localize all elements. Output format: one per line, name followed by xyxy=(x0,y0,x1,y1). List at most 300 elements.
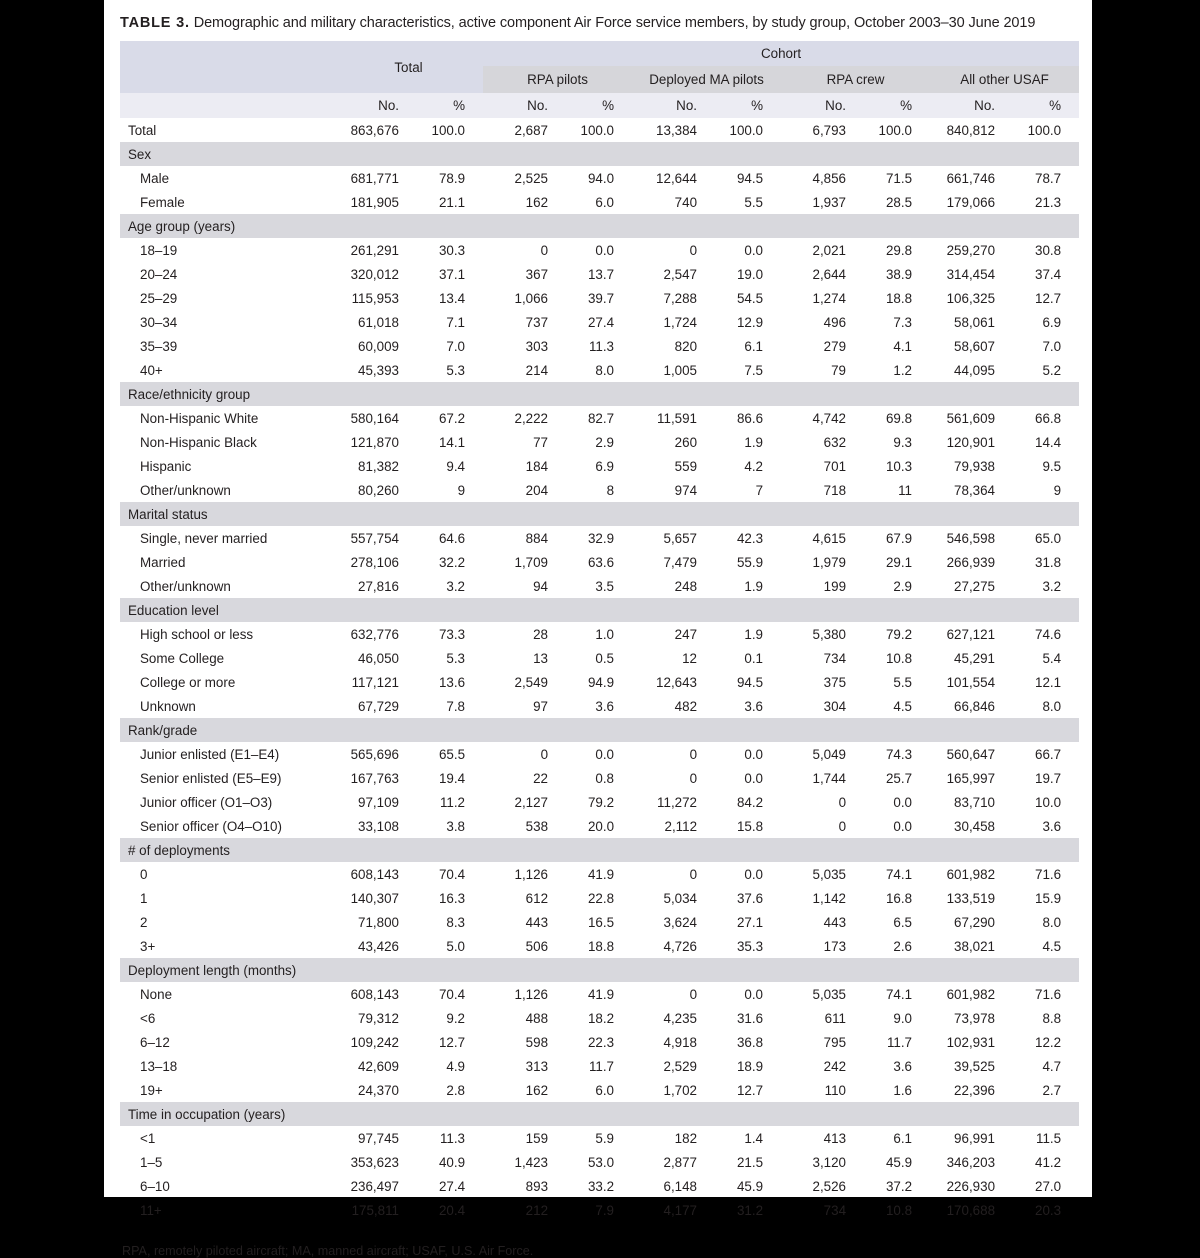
header-cohort-row xyxy=(120,66,1079,93)
header-cohort-blank xyxy=(120,66,334,93)
cell-total-pct: 3.8 xyxy=(446,818,466,834)
cell-total-no: 236,497 xyxy=(350,1178,399,1194)
cell-rpa-pilots-pct: 33.2 xyxy=(587,1178,615,1194)
cell-rpa-crew-no: 734 xyxy=(823,650,847,666)
cell-deployed-ma-pilots-pct: 5.5 xyxy=(744,194,764,210)
cell-all-other-usaf-pct: 5.2 xyxy=(1042,362,1062,378)
cell-rpa-crew-pct: 11.7 xyxy=(886,1034,913,1050)
row-label: 18–19 xyxy=(140,242,178,258)
cell-all-other-usaf-pct: 74.6 xyxy=(1035,626,1062,642)
cell-rpa-pilots-pct: 18.2 xyxy=(587,1010,615,1026)
cell-rpa-crew-pct: 71.5 xyxy=(885,170,913,186)
header-all-other-usaf-pct: % xyxy=(1013,93,1079,118)
cell-total-pct: 5.3 xyxy=(446,650,466,666)
cell-all-other-usaf-pct: 4.5 xyxy=(1042,938,1062,954)
cell-rpa-crew-no: 110 xyxy=(824,1082,847,1098)
cell-all-other-usaf-pct: 27.0 xyxy=(1035,1178,1062,1194)
row-label: Total xyxy=(128,122,157,138)
cell-rpa-pilots-pct: 5.9 xyxy=(595,1130,615,1146)
header-cohort-all-other-usaf: All other USAF xyxy=(930,66,1079,93)
cell-deployed-ma-pilots-no: 5,657 xyxy=(663,530,698,546)
cell-total-pct: 37.1 xyxy=(438,266,466,282)
table-row xyxy=(120,1174,1079,1198)
cell-deployed-ma-pilots-no: 2,112 xyxy=(664,818,698,834)
cell-total-pct: 7.1 xyxy=(446,314,466,330)
cell-deployed-ma-pilots-no: 2,877 xyxy=(663,1154,698,1170)
cell-rpa-crew-no: 5,035 xyxy=(812,986,847,1002)
cell-total-pct: 12.7 xyxy=(438,1034,466,1050)
cell-deployed-ma-pilots-pct: 37.6 xyxy=(736,890,764,906)
table-row xyxy=(120,1126,1079,1150)
section-label: Rank/grade xyxy=(120,718,334,742)
table-row xyxy=(120,1198,1079,1222)
cell-all-other-usaf-pct: 8.0 xyxy=(1042,698,1062,714)
table-row xyxy=(120,814,1079,838)
cell-deployed-ma-pilots-pct: 12.7 xyxy=(736,1082,764,1098)
row-label: 35–39 xyxy=(140,338,178,354)
row-label: 25–29 xyxy=(140,290,178,306)
cell-rpa-crew-pct: 28.5 xyxy=(885,194,913,210)
cell-all-other-usaf-no: 170,688 xyxy=(946,1202,996,1218)
cell-deployed-ma-pilots-pct: 35.3 xyxy=(736,938,764,954)
cell-rpa-crew-no: 279 xyxy=(823,338,847,354)
cell-rpa-pilots-pct: 22.3 xyxy=(587,1034,615,1050)
cell-all-other-usaf-no: 259,270 xyxy=(946,242,996,258)
cell-rpa-pilots-no: 737 xyxy=(525,314,549,330)
cell-total-pct: 2.8 xyxy=(446,1082,466,1098)
cell-all-other-usaf-no: 627,121 xyxy=(946,626,996,642)
cell-all-other-usaf-no: 601,982 xyxy=(946,986,996,1002)
cell-all-other-usaf-pct: 3.2 xyxy=(1042,578,1062,594)
header-rpa-pilots-pct: % xyxy=(566,93,632,118)
table-row xyxy=(120,526,1079,550)
cell-deployed-ma-pilots-pct: 86.6 xyxy=(736,410,764,426)
header-cohort-deployed-ma-pilots: Deployed MA pilots xyxy=(632,66,781,93)
cell-rpa-pilots-no: 2,549 xyxy=(514,674,549,690)
cell-rpa-crew-no: 5,049 xyxy=(812,746,847,762)
row-label: 3+ xyxy=(140,938,156,954)
cell-rpa-crew-pct: 18.8 xyxy=(885,290,913,306)
cell-rpa-pilots-no: 184 xyxy=(525,458,549,474)
cell-all-other-usaf-no: 165,997 xyxy=(946,770,996,786)
cell-rpa-crew-no: 2,644 xyxy=(812,266,847,282)
cell-deployed-ma-pilots-no: 4,726 xyxy=(663,938,698,954)
cell-total-no: 181,905 xyxy=(350,194,399,210)
table-caption xyxy=(120,14,1076,33)
cell-all-other-usaf-pct: 4.7 xyxy=(1042,1058,1062,1074)
cell-all-other-usaf-pct: 71.6 xyxy=(1035,986,1062,1002)
cell-rpa-pilots-no: 2,687 xyxy=(514,122,549,138)
row-label: Some College xyxy=(140,650,225,666)
cell-all-other-usaf-pct: 9.5 xyxy=(1042,458,1062,474)
cell-total-no: 46,050 xyxy=(358,650,399,666)
cell-rpa-pilots-pct: 53.0 xyxy=(587,1154,615,1170)
cell-rpa-crew-pct: 3.6 xyxy=(893,1058,913,1074)
table-section-row xyxy=(120,382,1079,406)
cell-deployed-ma-pilots-no: 6,148 xyxy=(663,1178,698,1194)
cell-all-other-usaf-no: 96,991 xyxy=(954,1130,996,1146)
cell-deployed-ma-pilots-pct: 0.0 xyxy=(744,770,764,786)
cell-rpa-crew-no: 304 xyxy=(823,698,847,714)
cell-deployed-ma-pilots-pct: 15.8 xyxy=(736,818,764,834)
cell-deployed-ma-pilots-no: 4,235 xyxy=(663,1010,698,1026)
cell-all-other-usaf-no: 58,061 xyxy=(954,314,996,330)
cell-deployed-ma-pilots-no: 12 xyxy=(682,650,698,666)
cell-rpa-pilots-no: 22 xyxy=(533,770,549,786)
cell-all-other-usaf-pct: 3.6 xyxy=(1042,818,1062,834)
section-band-filler xyxy=(334,958,1079,982)
table-section-row xyxy=(120,214,1079,238)
cell-rpa-crew-pct: 4.1 xyxy=(893,338,913,354)
cell-rpa-pilots-no: 488 xyxy=(525,1010,549,1026)
cell-deployed-ma-pilots-no: 7,288 xyxy=(663,290,698,306)
cell-rpa-crew-pct: 16.8 xyxy=(885,890,913,906)
cell-total-no: 167,763 xyxy=(350,770,399,786)
cell-deployed-ma-pilots-no: 482 xyxy=(674,698,698,714)
cell-rpa-crew-pct: 29.8 xyxy=(885,242,913,258)
cell-total-pct: 73.3 xyxy=(438,626,466,642)
section-band-filler xyxy=(334,838,1079,862)
cell-rpa-crew-pct: 2.6 xyxy=(893,938,913,954)
cell-deployed-ma-pilots-pct: 1.9 xyxy=(744,434,764,450)
cell-deployed-ma-pilots-pct: 12.9 xyxy=(736,314,764,330)
header-group-row xyxy=(120,41,1079,66)
cell-deployed-ma-pilots-no: 740 xyxy=(674,194,698,210)
cell-rpa-pilots-no: 598 xyxy=(525,1034,549,1050)
cell-total-pct: 16.3 xyxy=(438,890,466,906)
cell-all-other-usaf-no: 73,978 xyxy=(954,1010,996,1026)
row-label: Unknown xyxy=(140,698,196,714)
cell-all-other-usaf-no: 546,598 xyxy=(946,530,996,546)
table-row xyxy=(120,646,1079,670)
cell-rpa-crew-no: 632 xyxy=(823,434,847,450)
cell-total-pct: 40.9 xyxy=(438,1154,466,1170)
cell-deployed-ma-pilots-no: 7,479 xyxy=(663,554,698,570)
cell-all-other-usaf-no: 83,710 xyxy=(954,794,996,810)
cell-rpa-pilots-pct: 8.0 xyxy=(595,362,615,378)
row-label: <6 xyxy=(140,1010,156,1026)
table-row xyxy=(120,574,1079,598)
header-corner-blank xyxy=(120,41,334,66)
table-row xyxy=(120,238,1079,262)
cell-all-other-usaf-no: 601,982 xyxy=(946,866,996,882)
cell-all-other-usaf-pct: 31.8 xyxy=(1035,554,1062,570)
cell-rpa-crew-no: 79 xyxy=(831,362,847,378)
cell-rpa-crew-pct: 6.5 xyxy=(893,914,913,930)
cell-rpa-crew-no: 4,615 xyxy=(812,530,847,546)
cell-deployed-ma-pilots-no: 2,529 xyxy=(663,1058,698,1074)
cell-deployed-ma-pilots-no: 11,272 xyxy=(657,794,698,810)
cell-deployed-ma-pilots-pct: 94.5 xyxy=(736,170,764,186)
cell-rpa-pilots-pct: 11.3 xyxy=(588,338,615,354)
table-row xyxy=(120,694,1079,718)
row-label: College or more xyxy=(140,674,236,690)
row-label: Other/unknown xyxy=(140,482,231,498)
cell-deployed-ma-pilots-pct: 0.0 xyxy=(744,866,764,882)
section-band-filler xyxy=(334,718,1079,742)
cell-rpa-pilots-pct: 6.9 xyxy=(595,458,615,474)
cell-rpa-pilots-pct: 39.7 xyxy=(587,290,615,306)
section-band-filler xyxy=(334,214,1079,238)
cell-all-other-usaf-pct: 66.8 xyxy=(1035,410,1062,426)
cell-total-no: 353,623 xyxy=(350,1154,399,1170)
row-label: Hispanic xyxy=(140,458,192,474)
header-total-no: No. xyxy=(334,93,417,118)
cell-rpa-pilots-pct: 94.0 xyxy=(587,170,615,186)
header-deployed-ma-pilots-no: No. xyxy=(632,93,715,118)
cell-rpa-crew-pct: 0.0 xyxy=(893,818,913,834)
cell-rpa-crew-no: 496 xyxy=(823,314,847,330)
table-number-label: TABLE 3. xyxy=(120,15,190,31)
cell-total-pct: 4.9 xyxy=(446,1058,466,1074)
cell-all-other-usaf-no: 67,290 xyxy=(954,914,996,930)
cell-total-pct: 3.2 xyxy=(446,578,466,594)
cell-total-pct: 65.5 xyxy=(438,746,466,762)
cell-deployed-ma-pilots-pct: 21.5 xyxy=(736,1154,764,1170)
cell-rpa-crew-pct: 37.2 xyxy=(885,1178,913,1194)
cell-rpa-pilots-no: 1,126 xyxy=(514,866,549,882)
cell-deployed-ma-pilots-pct: 84.2 xyxy=(736,794,764,810)
cell-all-other-usaf-no: 39,525 xyxy=(954,1058,996,1074)
table-row xyxy=(120,430,1079,454)
cell-rpa-pilots-no: 13 xyxy=(533,650,549,666)
cell-deployed-ma-pilots-pct: 54.5 xyxy=(736,290,764,306)
cell-all-other-usaf-pct: 12.2 xyxy=(1035,1034,1062,1050)
cell-rpa-crew-pct: 29.1 xyxy=(885,554,913,570)
cell-all-other-usaf-no: 226,930 xyxy=(946,1178,996,1194)
table-row xyxy=(120,886,1079,910)
cell-all-other-usaf-no: 133,519 xyxy=(946,890,996,906)
cell-rpa-crew-pct: 0.0 xyxy=(893,794,913,810)
cell-all-other-usaf-pct: 71.6 xyxy=(1035,866,1062,882)
section-label: Age group (years) xyxy=(120,214,334,238)
cell-deployed-ma-pilots-pct: 0.0 xyxy=(744,242,764,258)
row-label: Female xyxy=(140,194,185,210)
cell-deployed-ma-pilots-pct: 7 xyxy=(755,482,764,498)
table-row xyxy=(120,1030,1079,1054)
cell-deployed-ma-pilots-no: 820 xyxy=(674,338,698,354)
cell-deployed-ma-pilots-pct: 1.9 xyxy=(744,578,764,594)
section-label: Race/ethnicity group xyxy=(120,382,334,406)
cell-all-other-usaf-pct: 65.0 xyxy=(1035,530,1062,546)
row-label: <1 xyxy=(140,1130,156,1146)
cell-deployed-ma-pilots-no: 0 xyxy=(689,986,698,1002)
cell-rpa-pilots-no: 612 xyxy=(525,890,549,906)
cell-total-no: 81,382 xyxy=(358,458,399,474)
table-section-row xyxy=(120,958,1079,982)
cell-deployed-ma-pilots-pct: 18.9 xyxy=(736,1058,764,1074)
cell-rpa-pilots-pct: 63.6 xyxy=(587,554,615,570)
cell-all-other-usaf-no: 22,396 xyxy=(954,1082,996,1098)
cell-rpa-crew-no: 1,979 xyxy=(812,554,847,570)
table-header xyxy=(120,41,1079,118)
cell-rpa-crew-pct: 11 xyxy=(898,482,913,498)
cell-total-pct: 78.9 xyxy=(438,170,466,186)
cell-all-other-usaf-pct: 20.3 xyxy=(1035,1202,1062,1218)
table-row xyxy=(120,1054,1079,1078)
cell-total-pct: 21.1 xyxy=(438,194,466,210)
row-label: 40+ xyxy=(140,362,163,378)
cell-rpa-pilots-pct: 1.0 xyxy=(595,626,615,642)
table-row xyxy=(120,550,1079,574)
section-label: # of deployments xyxy=(120,838,334,862)
cell-rpa-crew-no: 734 xyxy=(823,1202,847,1218)
header-rpa-crew-no: No. xyxy=(781,93,864,118)
row-label: 2 xyxy=(140,914,148,930)
section-band-filler xyxy=(334,598,1079,622)
header-cohort-group: Cohort xyxy=(483,41,1079,66)
row-label: 19+ xyxy=(140,1082,163,1098)
cell-all-other-usaf-no: 266,939 xyxy=(946,554,996,570)
cell-all-other-usaf-pct: 21.3 xyxy=(1035,194,1062,210)
cell-all-other-usaf-pct: 30.8 xyxy=(1035,242,1062,258)
table-row xyxy=(120,934,1079,958)
cell-deployed-ma-pilots-pct: 45.9 xyxy=(736,1178,764,1194)
cell-rpa-crew-pct: 69.8 xyxy=(885,410,913,426)
cell-total-no: 278,106 xyxy=(350,554,399,570)
cell-all-other-usaf-no: 106,325 xyxy=(946,290,996,306)
cell-rpa-pilots-no: 94 xyxy=(533,578,549,594)
table-row xyxy=(120,406,1079,430)
cell-deployed-ma-pilots-no: 247 xyxy=(674,626,698,642)
row-label: 6–10 xyxy=(140,1178,170,1194)
cell-deployed-ma-pilots-no: 1,702 xyxy=(663,1082,698,1098)
cell-total-no: 557,754 xyxy=(350,530,399,546)
cell-all-other-usaf-no: 120,901 xyxy=(946,434,996,450)
row-label: Other/unknown xyxy=(140,578,231,594)
row-label: 30–34 xyxy=(140,314,178,330)
cell-total-pct: 27.4 xyxy=(438,1178,466,1194)
cell-rpa-crew-pct: 74.1 xyxy=(885,986,913,1002)
cell-rpa-pilots-no: 162 xyxy=(525,1082,549,1098)
cell-total-pct: 5.3 xyxy=(446,362,466,378)
cell-rpa-pilots-pct: 41.9 xyxy=(587,986,615,1002)
cell-deployed-ma-pilots-pct: 31.6 xyxy=(736,1010,764,1026)
cell-rpa-crew-no: 1,274 xyxy=(812,290,847,306)
table-row xyxy=(120,1006,1079,1030)
cell-rpa-crew-no: 375 xyxy=(823,674,847,690)
cell-rpa-crew-no: 1,937 xyxy=(812,194,847,210)
cell-rpa-pilots-no: 2,127 xyxy=(514,794,549,810)
cell-deployed-ma-pilots-pct: 94.5 xyxy=(736,674,764,690)
cell-deployed-ma-pilots-no: 559 xyxy=(674,458,698,474)
cell-rpa-crew-pct: 74.1 xyxy=(885,866,913,882)
cell-rpa-pilots-no: 159 xyxy=(525,1130,549,1146)
cell-all-other-usaf-no: 30,458 xyxy=(954,818,996,834)
section-band-filler xyxy=(334,1102,1079,1126)
cell-rpa-crew-pct: 4.5 xyxy=(893,698,913,714)
cell-rpa-pilots-no: 97 xyxy=(533,698,549,714)
cell-total-no: 33,108 xyxy=(358,818,399,834)
cell-all-other-usaf-pct: 41.2 xyxy=(1035,1154,1062,1170)
cell-rpa-pilots-no: 214 xyxy=(525,362,549,378)
cell-rpa-pilots-pct: 16.5 xyxy=(587,914,615,930)
cell-deployed-ma-pilots-no: 12,643 xyxy=(656,674,698,690)
cell-rpa-crew-no: 2,526 xyxy=(812,1178,847,1194)
cell-deployed-ma-pilots-no: 260 xyxy=(674,434,698,450)
cell-deployed-ma-pilots-no: 0 xyxy=(689,242,698,258)
cell-all-other-usaf-pct: 15.9 xyxy=(1035,890,1062,906)
cell-rpa-crew-pct: 2.9 xyxy=(893,578,913,594)
cell-all-other-usaf-no: 102,931 xyxy=(946,1034,996,1050)
cell-rpa-pilots-no: 313 xyxy=(525,1058,549,1074)
cell-total-no: 60,009 xyxy=(358,338,399,354)
cell-rpa-crew-no: 443 xyxy=(823,914,847,930)
table-row xyxy=(120,166,1079,190)
header-total-pct: % xyxy=(417,93,483,118)
table-row xyxy=(120,790,1079,814)
cell-all-other-usaf-no: 101,554 xyxy=(946,674,996,690)
table-page xyxy=(104,0,1092,1258)
cell-rpa-pilots-no: 538 xyxy=(525,818,549,834)
table-row xyxy=(120,118,1079,142)
table-row xyxy=(120,478,1079,502)
cell-total-pct: 32.2 xyxy=(438,554,466,570)
cell-all-other-usaf-no: 27,275 xyxy=(954,578,996,594)
cell-deployed-ma-pilots-pct: 31.2 xyxy=(736,1202,764,1218)
header-columns-row xyxy=(120,93,1079,118)
cell-deployed-ma-pilots-pct: 6.1 xyxy=(744,338,764,354)
cell-rpa-pilots-pct: 22.8 xyxy=(587,890,615,906)
cell-deployed-ma-pilots-no: 12,644 xyxy=(656,170,698,186)
header-rpa-pilots-no: No. xyxy=(483,93,566,118)
table-row xyxy=(120,982,1079,1006)
cell-rpa-crew-no: 242 xyxy=(823,1058,847,1074)
cell-total-pct: 19.4 xyxy=(438,770,466,786)
row-label: Senior enlisted (E5–E9) xyxy=(140,770,282,786)
cell-deployed-ma-pilots-pct: 0.1 xyxy=(744,650,764,666)
cell-rpa-pilots-pct: 100.0 xyxy=(580,122,615,138)
cell-rpa-crew-pct: 1.6 xyxy=(893,1082,913,1098)
cell-total-no: 115,953 xyxy=(351,290,399,306)
section-label: Time in occupation (years) xyxy=(120,1102,334,1126)
row-label: 0 xyxy=(140,866,148,882)
cell-all-other-usaf-no: 58,607 xyxy=(954,338,996,354)
cell-deployed-ma-pilots-pct: 3.6 xyxy=(744,698,764,714)
cell-rpa-pilots-no: 303 xyxy=(525,338,549,354)
cell-deployed-ma-pilots-pct: 100.0 xyxy=(729,122,764,138)
cell-rpa-pilots-pct: 94.9 xyxy=(587,674,615,690)
row-label: 13–18 xyxy=(140,1058,178,1074)
cell-rpa-pilots-no: 506 xyxy=(525,938,549,954)
cell-rpa-pilots-pct: 13.7 xyxy=(587,266,615,282)
table-row xyxy=(120,262,1079,286)
cell-rpa-pilots-pct: 32.9 xyxy=(587,530,615,546)
table-caption-text: Demographic and military characteristics, active component Air Force service members, by study group, October 2003–30 June 2019 xyxy=(193,15,1036,31)
cell-deployed-ma-pilots-no: 1,724 xyxy=(663,314,698,330)
cell-total-no: 97,745 xyxy=(358,1130,399,1146)
cell-rpa-pilots-pct: 27.4 xyxy=(587,314,615,330)
cell-all-other-usaf-pct: 8.0 xyxy=(1042,914,1062,930)
cell-total-no: 71,800 xyxy=(358,914,399,930)
table-section-row xyxy=(120,142,1079,166)
cell-rpa-crew-no: 1,744 xyxy=(812,770,847,786)
cell-deployed-ma-pilots-pct: 1.9 xyxy=(744,626,764,642)
cell-deployed-ma-pilots-no: 1,005 xyxy=(663,362,698,378)
cell-rpa-pilots-pct: 79.2 xyxy=(587,794,615,810)
cell-all-other-usaf-pct: 78.7 xyxy=(1035,170,1062,186)
table-row xyxy=(120,742,1079,766)
cell-rpa-crew-pct: 5.5 xyxy=(893,674,913,690)
row-label: Non-Hispanic Black xyxy=(140,434,257,450)
section-label: Deployment length (months) xyxy=(120,958,334,982)
cell-total-no: 608,143 xyxy=(350,866,399,882)
cell-rpa-pilots-no: 884 xyxy=(525,530,549,546)
cell-rpa-crew-pct: 9.3 xyxy=(893,434,913,450)
cell-all-other-usaf-pct: 12.1 xyxy=(1035,674,1062,690)
section-label: Education level xyxy=(120,598,334,622)
cell-rpa-pilots-pct: 18.8 xyxy=(587,938,615,954)
